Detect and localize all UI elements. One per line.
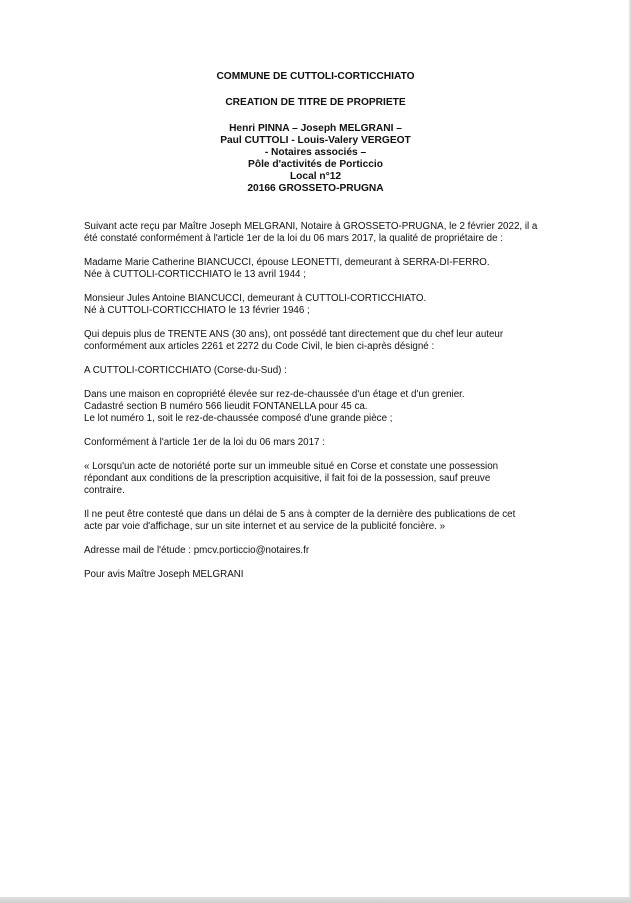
text-line: Conformément à l'article 1er de la loi du 06 mars 2017 : bbox=[84, 437, 325, 448]
notaries-line: Pôle d'activités de Porticcio bbox=[248, 159, 383, 170]
text-line: Adresse mail de l'étude : pmcv.porticcio@notaires.fr bbox=[84, 545, 310, 556]
document-title: CREATION DE TITRE DE PROPRIETE bbox=[225, 97, 406, 108]
text-line: Qui depuis plus de TRENTE ANS (30 ans), ont possédé tant directement que du chef leur auteur bbox=[84, 329, 504, 340]
conformity-paragraph bbox=[84, 437, 559, 449]
commune-title: COMMUNE DE CUTTOLI-CORTICCHIATO bbox=[216, 71, 415, 82]
text-line: « Lorsqu'un acte de notoriété porte sur un immeuble situé en Corse et constate une possession bbox=[84, 461, 499, 472]
text-line: Madame Marie Catherine BIANCUCCI, épouse LEONETTI, demeurant à SERRA-DI-FERRO. bbox=[84, 257, 490, 268]
possession-paragraph bbox=[84, 329, 559, 353]
text-line: A CUTTOLI-CORTICCHIATO (Corse-du-Sud) : bbox=[84, 365, 287, 376]
text-line: conformément aux articles 2261 et 2272 du Code Civil, le bien ci-après désigné : bbox=[84, 341, 435, 352]
notaries-line: - Notaires associés – bbox=[264, 147, 367, 158]
text-line: Dans une maison en copropriété élevée sur rez-de-chaussée d'un étage et d'un grenier. bbox=[84, 389, 465, 400]
text-line: contraire. bbox=[84, 485, 125, 496]
text-line: acte par voie d'affichage, sur un site internet et au service de la publicité foncière. » bbox=[84, 521, 446, 532]
property-paragraph bbox=[84, 389, 559, 425]
notaries-line: 20166 GROSSETO-PRUGNA bbox=[247, 183, 384, 194]
document-header bbox=[0, 71, 631, 195]
owner-paragraph-1 bbox=[84, 257, 559, 281]
text-line: Il ne peut être contesté que dans un délai de 5 ans à compter de la dernière des publications de cet bbox=[84, 509, 516, 520]
quote-paragraph-1 bbox=[84, 461, 559, 497]
notaries-block bbox=[0, 123, 631, 195]
email-paragraph bbox=[84, 545, 559, 557]
text-line: répondant aux conditions de la prescription acquisitive, il fait foi de la possession, sauf preuve bbox=[84, 473, 491, 484]
text-line: été constaté conformément à l'article 1er de la loi du 06 mars 2017, la qualité de propriétaire de : bbox=[84, 233, 504, 244]
text-line: Cadastré section B numéro 566 lieudit FONTANELLA pour 45 ca. bbox=[84, 401, 368, 412]
text-line: Pour avis Maître Joseph MELGRANI bbox=[84, 569, 244, 580]
page-bottom-shadow bbox=[0, 897, 631, 903]
text-line: Monsieur Jules Antoine BIANCUCCI, demeurant à CUTTOLI-CORTICCHIATO. bbox=[84, 293, 427, 304]
text-line: Né à CUTTOLI-CORTICCHIATO le 13 février 1946 ; bbox=[84, 305, 310, 316]
quote-paragraph-2 bbox=[84, 509, 559, 533]
intro-paragraph bbox=[84, 221, 559, 245]
notaries-line: Local n°12 bbox=[289, 171, 342, 182]
signature-paragraph bbox=[84, 569, 559, 581]
notaries-line: Paul CUTTOLI - Louis-Valery VERGEOT bbox=[220, 135, 411, 146]
text-line: Née à CUTTOLI-CORTICCHIATO le 13 avril 1944 ; bbox=[84, 269, 306, 280]
document-body bbox=[84, 221, 559, 593]
text-line: Suivant acte reçu par Maître Joseph MELGRANI, Notaire à GROSSETO-PRUGNA, le 2 février 2022, il a bbox=[84, 221, 538, 232]
owner-paragraph-2 bbox=[84, 293, 559, 317]
text-line: Le lot numéro 1, soit le rez-de-chaussée composé d'une grande pièce ; bbox=[84, 413, 393, 424]
notaries-line: Henri PINNA – Joseph MELGRANI – bbox=[229, 123, 402, 134]
location-paragraph bbox=[84, 365, 559, 377]
